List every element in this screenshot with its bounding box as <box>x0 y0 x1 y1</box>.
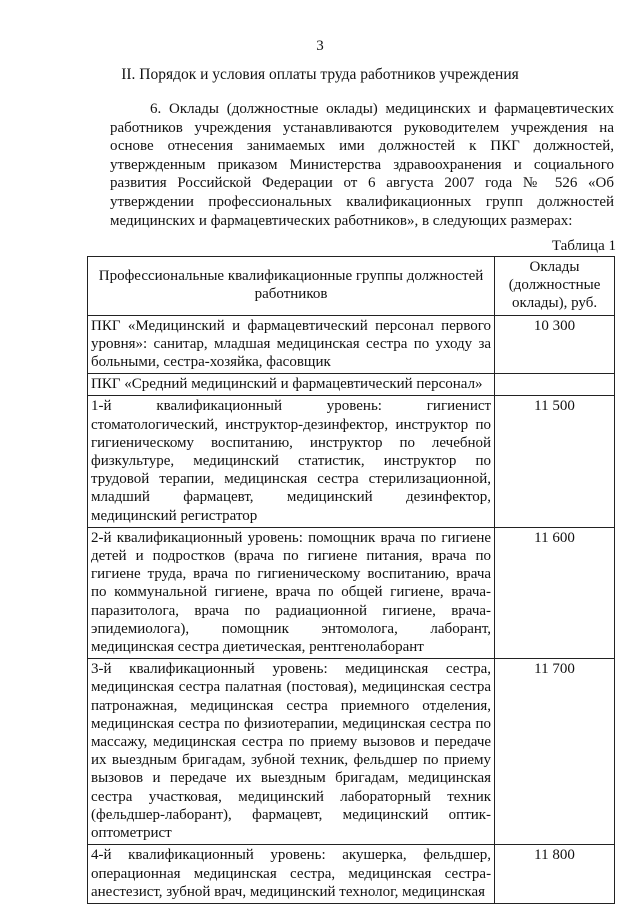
row-group-name: 4-й квалификационный уровень: акушерка, фельдшер, операционная медицинская сестра, медицинская сестра-анестезист, зубной врач, медицинский технолог, медицинская <box>88 845 495 904</box>
table-row <box>88 315 615 374</box>
table-row <box>88 527 615 658</box>
row-salary: 11 600 <box>495 527 615 658</box>
row-salary: 11 500 <box>495 396 615 527</box>
row-salary: 11 700 <box>495 659 615 845</box>
table-row <box>88 845 615 904</box>
row-salary <box>495 374 615 396</box>
table-row <box>88 659 615 845</box>
row-group-name: ПКГ «Средний медицинский и фармацевтический персонал» <box>88 374 495 396</box>
table-caption: Таблица 1 <box>551 238 616 254</box>
page-number: 3 <box>316 38 324 54</box>
row-group-name: 3-й квалификационный уровень: медицинская сестра, медицинская сестра палатная (постовая), медицинская сестра патронажная, медицинская сестра приемного отделения, медицинская сестра по физиотерапии, медицинская сестра по массажу, медицинская сестра по приему вызовов и передаче их выездным бригадам, зубной техник, фельдшер по приему вызовов и передаче их выездным бригадам, медицинская сестра участковая, медицинский лабораторный техник (фельдшер-лаборант), фармацевт, медицинский оптик-оптометрист <box>88 659 495 845</box>
row-salary: 10 300 <box>495 315 615 374</box>
salary-table <box>87 256 615 904</box>
paragraph-6: 6. Оклады (должностные оклады) медицинских и фармацевтических работников учреждения устанавливаются руководителем учреждения на основе отнесения занимаемых ими должностей к ПКГ должностей, утвержденным приказом Министерства здравоохранения и социального развития Российской Федерации от 6 августа 2007 года № 526 «Об утверждении профессиональных квалификационных групп должностей медицинских и фармацевтических работников», в следующих размерах: <box>110 101 614 229</box>
table-header-row <box>88 257 615 316</box>
table-row <box>88 374 615 396</box>
row-group-name: 1-й квалификационный уровень: гигиенист стоматологический, инструктор-дезинфектор, инструктор по гигиеническому воспитанию, инструктор по лечебной физкультуре, медицинский статистик, инструктор по трудовой терапии, медицинская сестра стерилизационной, младший фармацевт, медицинский дезинфектор, медицинский регистратор <box>88 396 495 527</box>
section-heading: II. Порядок и условия оплаты труда работников учреждения <box>121 66 519 83</box>
row-group-name: ПКГ «Медицинский и фармацевтический персонал первого уровня»: санитар, младшая медицинская сестра по уходу за больными, сестра-хозяйка, фасовщик <box>88 315 495 374</box>
row-group-name: 2-й квалификационный уровень: помощник врача по гигиене детей и подростков (врача по гигиене питания, врача по гигиене труда, врача по гигиеническому воспитанию, врача по коммунальной гигиене, врача по общей гигиене, врача-паразитолога, врача по радиационной гигиене, врача-эпидемиолога), помощник энтомолога, лаборант, медицинская сестра диетическая, рентгенолаборант <box>88 527 495 658</box>
row-salary: 11 800 <box>495 845 615 904</box>
header-groups: Профессиональные квалификационные группы должностей работников <box>88 257 495 316</box>
table-row <box>88 396 615 527</box>
header-salary: Оклады (должностные оклады), руб. <box>495 257 615 316</box>
